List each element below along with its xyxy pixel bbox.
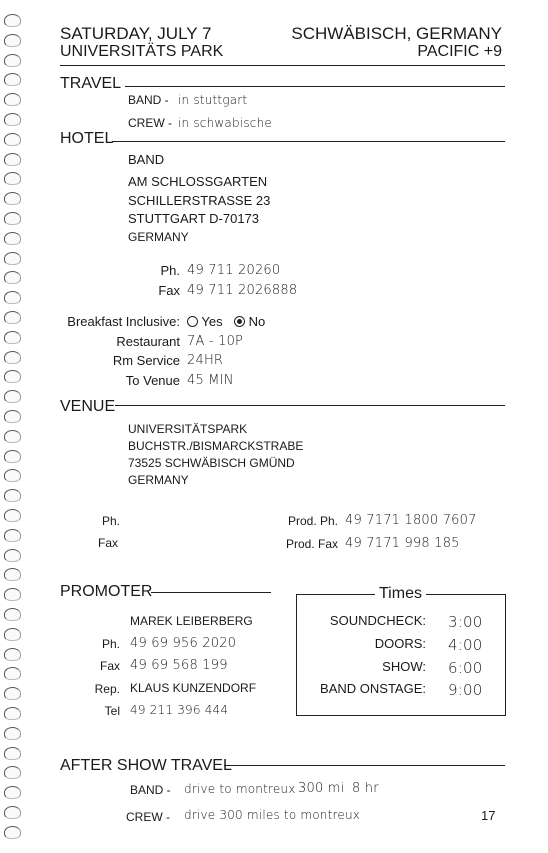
radio-selected-dot [237, 319, 242, 324]
hotel-phone: 49 711 20260 [187, 263, 281, 278]
venue-prod-fax-label: Prod. Fax [285, 537, 338, 551]
travel-rule [125, 86, 505, 87]
venue-street: BUCHSTR./BISMARCKSTRABE [128, 439, 304, 453]
show-city: SCHWÄBISCH, GERMANY [291, 24, 502, 43]
breakfast-yes-label: Yes [201, 314, 223, 329]
promoter-fax-label: Fax [99, 659, 120, 673]
binding-hole [4, 549, 21, 562]
times-row-label: BAND ONSTAGE: [320, 681, 426, 696]
venue-name: UNIVERSITÄTSPARK [128, 422, 248, 436]
binding-hole [4, 153, 21, 166]
spiral-binding [0, 0, 30, 853]
promoter-rep: KLAUS KUNZENDORF [130, 681, 257, 695]
times-row-label: SOUNDCHECK: [329, 613, 426, 628]
hotel-name: AM SCHLOSSGARTEN [128, 174, 268, 189]
binding-hole [4, 133, 21, 146]
binding-hole [4, 648, 21, 661]
times-row-label: SHOW: [382, 659, 426, 674]
binding-hole [4, 252, 21, 265]
to-venue-time: 45 MIN [187, 373, 234, 388]
after-show-crew-value: drive 300 miles to montreux [184, 808, 361, 822]
venue-rule [115, 405, 505, 406]
binding-hole [4, 73, 21, 86]
binding-hole [4, 766, 21, 779]
binding-hole [4, 747, 21, 760]
breakfast-no-label: No [248, 314, 266, 329]
room-service-label: Rm Service [112, 353, 180, 368]
hotel-group: BAND [128, 152, 165, 167]
restaurant-hours: 7A - 10P [187, 334, 244, 349]
binding-hole [4, 113, 21, 126]
binding-hole [4, 806, 21, 819]
after-show-band-label: BAND - [130, 783, 171, 797]
binding-hole [4, 34, 21, 47]
hotel-fax-label: Fax [158, 283, 180, 298]
binding-hole [4, 410, 21, 423]
times-row-value: 3:00 [448, 613, 483, 631]
hotel-fax: 49 711 2026888 [187, 283, 298, 298]
times-row-value: 9:00 [448, 681, 483, 699]
binding-hole [4, 727, 21, 740]
travel-crew-value: in schwabische [178, 116, 272, 130]
binding-hole [4, 707, 21, 720]
times-row-value: 4:00 [448, 636, 483, 654]
after-show-band-distance: 300 mi [298, 781, 345, 796]
binding-hole [4, 469, 21, 482]
promoter-phone-label: Ph. [101, 637, 120, 651]
binding-hole [4, 489, 21, 502]
times-row-label: DOORS: [374, 636, 426, 651]
venue-country: GERMANY [128, 473, 189, 487]
promoter-fax: 49 69 568 199 [130, 658, 228, 673]
binding-hole [4, 450, 21, 463]
times-row-value: 6:00 [448, 659, 483, 677]
promoter-heading: PROMOTER [60, 583, 153, 600]
binding-hole [4, 786, 21, 799]
binding-hole [4, 212, 21, 225]
binding-hole [4, 54, 21, 67]
binding-hole [4, 331, 21, 344]
times-heading: Times [375, 585, 426, 603]
hotel-city: STUTTGART D-70173 [128, 211, 260, 226]
after-show-heading: AFTER SHOW TRAVEL [60, 757, 232, 774]
binding-hole [4, 687, 21, 700]
binding-hole [4, 172, 21, 185]
binding-hole [4, 271, 21, 284]
travel-heading: TRAVEL [60, 75, 122, 92]
breakfast-no-option [234, 314, 265, 329]
promoter-tel: 49 211 396 444 [130, 703, 229, 717]
after-show-band-time: 8 hr [352, 781, 379, 796]
timezone: PACIFIC +9 [417, 43, 502, 60]
binding-hole [4, 311, 21, 324]
binding-hole [4, 568, 21, 581]
restaurant-label: Restaurant [116, 334, 180, 349]
travel-crew-label: CREW - [128, 116, 172, 130]
hotel-country: GERMANY [128, 230, 189, 244]
binding-hole [4, 291, 21, 304]
binding-hole [4, 14, 21, 27]
binding-hole [4, 192, 21, 205]
after-show-band-value: drive to montreux [184, 782, 296, 796]
binding-hole [4, 93, 21, 106]
venue-city: 73525 SCHWÄBISCH GMÜND [128, 456, 295, 470]
binding-hole [4, 628, 21, 641]
room-service-hours: 24HR [187, 353, 224, 368]
venue-fax-label: Fax [98, 536, 119, 550]
binding-hole [4, 351, 21, 364]
binding-hole [4, 370, 21, 383]
venue-short-name: UNIVERSITÄTS PARK [60, 43, 224, 60]
after-show-crew-label: CREW - [126, 810, 170, 824]
binding-hole [4, 826, 21, 839]
hotel-rule [112, 141, 505, 142]
venue-prod-fax: 49 7171 998 185 [345, 536, 460, 551]
binding-hole [4, 529, 21, 542]
promoter-rep-label: Rep. [94, 682, 120, 696]
binding-hole [4, 232, 21, 245]
binding-hole [4, 667, 21, 680]
after-show-rule [224, 765, 505, 766]
promoter-rule [151, 592, 271, 593]
binding-hole [4, 430, 21, 443]
show-date: SATURDAY, JULY 7 [60, 24, 212, 43]
promoter-phone: 49 69 956 2020 [130, 636, 237, 651]
promoter-name: MAREK LEIBERBERG [130, 614, 253, 628]
binding-hole [4, 588, 21, 601]
binding-hole [4, 390, 21, 403]
hotel-heading: HOTEL [60, 130, 114, 147]
venue-prod-phone: 49 7171 1800 7607 [345, 513, 477, 528]
breakfast-label: Breakfast Inclusive: [67, 314, 180, 329]
hotel-street: SCHILLERSTRASSE 23 [128, 193, 271, 208]
header-divider [60, 65, 505, 66]
travel-band-value: in stuttgart [178, 93, 248, 107]
binding-hole [4, 608, 21, 621]
travel-band-label: BAND - [128, 93, 169, 107]
radio-yes-icon [187, 316, 198, 327]
venue-phone-label: Ph. [102, 514, 121, 528]
page-number: 17 [481, 808, 496, 823]
radio-no-icon [234, 316, 245, 327]
venue-prod-phone-label: Prod. Ph. [287, 514, 338, 528]
binding-hole [4, 509, 21, 522]
venue-heading: VENUE [60, 398, 116, 415]
hotel-phone-label: Ph. [160, 263, 180, 278]
promoter-tel-label: Tel [104, 704, 120, 718]
breakfast-yes-option [187, 314, 223, 329]
to-venue-label: To Venue [125, 373, 180, 388]
